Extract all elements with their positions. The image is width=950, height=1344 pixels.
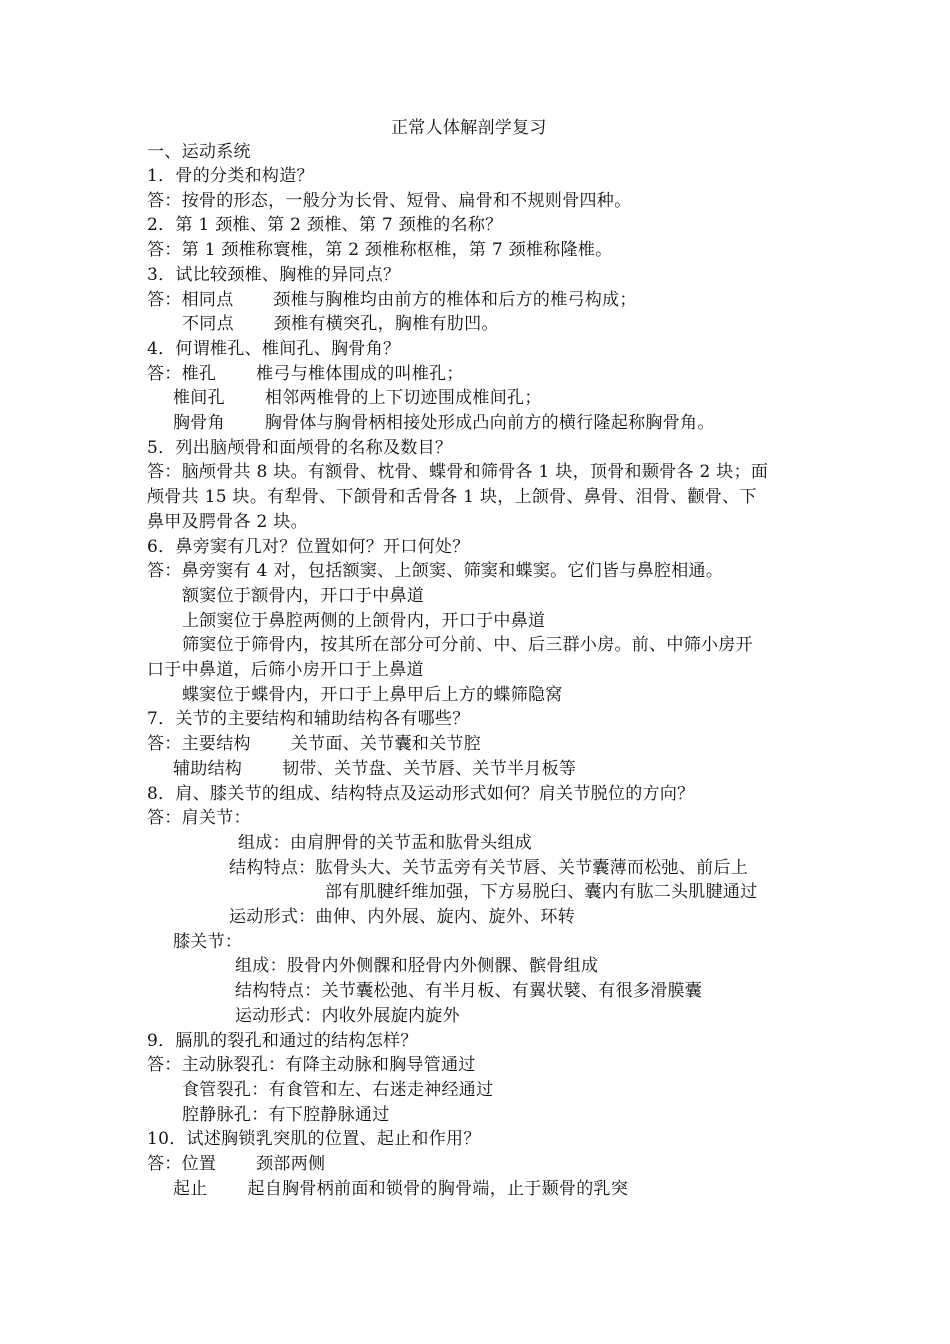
question-line: 7．关节的主要结构和辅助结构各有哪些？ bbox=[147, 709, 470, 729]
answer-line: 颅骨共 15 块。有犁骨、下颌骨和舌骨各 1 块，上颌骨、鼻骨、泪骨、颧骨、下 bbox=[147, 487, 757, 507]
answer-line: 结构特点：肱骨头大、关节盂旁有关节唇、关节囊薄而松弛、前后上 bbox=[229, 858, 748, 878]
answer-line: 答：主要结构 关节面、关节囊和关节腔 bbox=[147, 734, 482, 754]
question-line: 10．试述胸锁乳突肌的位置、起止和作用？ bbox=[147, 1129, 481, 1149]
answer-line: 蝶窦位于蝶骨内，开口于上鼻甲后上方的蝶筛隐窝 bbox=[182, 685, 563, 705]
answer-line: 答：按骨的形态，一般分为长骨、短骨、扁骨和不规则骨四种。 bbox=[147, 191, 632, 211]
answer-line: 起止 起自胸骨柄前面和锁骨的胸骨端，止于颞骨的乳突 bbox=[173, 1179, 629, 1199]
answer-line: 食管裂孔：有食管和左、右迷走神经通过 bbox=[182, 1080, 494, 1100]
answer-line: 膝关节： bbox=[173, 932, 243, 952]
answer-line: 答：椎孔 椎弓与椎体围成的叫椎孔； bbox=[147, 364, 464, 384]
question-line: 3．试比较颈椎、胸椎的异同点？ bbox=[147, 265, 401, 285]
question-line: 4．何谓椎孔、椎间孔、胸骨角？ bbox=[147, 339, 401, 359]
answer-line: 运动形式：曲伸、内外展、旋内、旋外、环转 bbox=[229, 907, 575, 927]
question-line: 2．第 1 颈椎、第 2 颈椎、第 7 颈椎的名称？ bbox=[147, 215, 503, 235]
answer-line: 答：相同点 颈椎与胸椎均由前方的椎体和后方的椎弓构成； bbox=[147, 290, 637, 310]
answer-line: 答：脑颅骨共 8 块。有额骨、枕骨、蝶骨和筛骨各 1 块，顶骨和颞骨各 2 块；面 bbox=[147, 462, 769, 482]
question-line: 9．膈肌的裂孔和通过的结构怎样？ bbox=[147, 1031, 418, 1051]
answer-line: 额窦位于额骨内，开口于中鼻道 bbox=[182, 586, 425, 606]
answer-line: 结构特点：关节囊松弛、有半月板、有翼状襞、有很多滑膜囊 bbox=[235, 981, 703, 1001]
section-heading: 一、运动系统 bbox=[147, 142, 251, 162]
answer-line: 答：主动脉裂孔：有降主动脉和胸导管通过 bbox=[147, 1055, 476, 1075]
answer-line: 运动形式：内收外展旋内旋外 bbox=[235, 1006, 460, 1026]
answer-line: 辅助结构 韧带、关节盘、关节唇、关节半月板等 bbox=[173, 759, 577, 779]
answer-line: 椎间孔 相邻两椎骨的上下切迹围成椎间孔； bbox=[173, 388, 542, 408]
question-line: 5．列出脑颅骨和面颅骨的名称及数目？ bbox=[147, 438, 453, 458]
answer-line: 答：肩关节： bbox=[147, 808, 251, 828]
answer-line: 答：鼻旁窦有 4 对，包括额窦、上颌窦、筛窦和蝶窦。它们皆与鼻腔相通。 bbox=[147, 561, 724, 581]
answer-line: 答：位置 颈部两侧 bbox=[147, 1154, 326, 1174]
answer-line: 胸骨角 胸骨体与胸骨柄相接处形成凸向前方的横行隆起称胸骨角。 bbox=[173, 413, 715, 433]
answer-line: 不同点 颈椎有横突孔，胸椎有肋凹。 bbox=[182, 314, 499, 334]
answer-line: 口于中鼻道，后筛小房开口于上鼻道 bbox=[147, 660, 424, 680]
answer-line: 组成：由肩胛骨的关节盂和肱骨头组成 bbox=[238, 833, 533, 853]
answer-line: 筛窦位于筛骨内，按其所在部分可分前、中、后三群小房。前、中筛小房开 bbox=[182, 635, 753, 655]
question-line: 8．肩、膝关节的组成、结构特点及运动形式如何？肩关节脱位的方向？ bbox=[147, 784, 695, 804]
answer-line: 答：第 1 颈椎称寰椎，第 2 颈椎称枢椎，第 7 颈椎称隆椎。 bbox=[147, 240, 613, 260]
answer-line: 组成：股骨内外侧髁和胫骨内外侧髁、髌骨组成 bbox=[235, 956, 599, 976]
page-title: 正常人体解剖学复习 bbox=[391, 118, 547, 138]
question-line: 6．鼻旁窦有几对？位置如何？开口何处？ bbox=[147, 537, 470, 557]
question-line: 1．骨的分类和构造？ bbox=[147, 166, 314, 186]
answer-line: 部有肌腱纤维加强，下方易脱臼、囊内有肱二头肌腱通过 bbox=[325, 882, 758, 902]
answer-line: 鼻甲及腭骨各 2 块。 bbox=[147, 512, 308, 532]
answer-line: 上颌窦位于鼻腔两侧的上颌骨内，开口于中鼻道 bbox=[182, 611, 546, 631]
answer-line: 腔静脉孔：有下腔静脉通过 bbox=[182, 1105, 390, 1125]
